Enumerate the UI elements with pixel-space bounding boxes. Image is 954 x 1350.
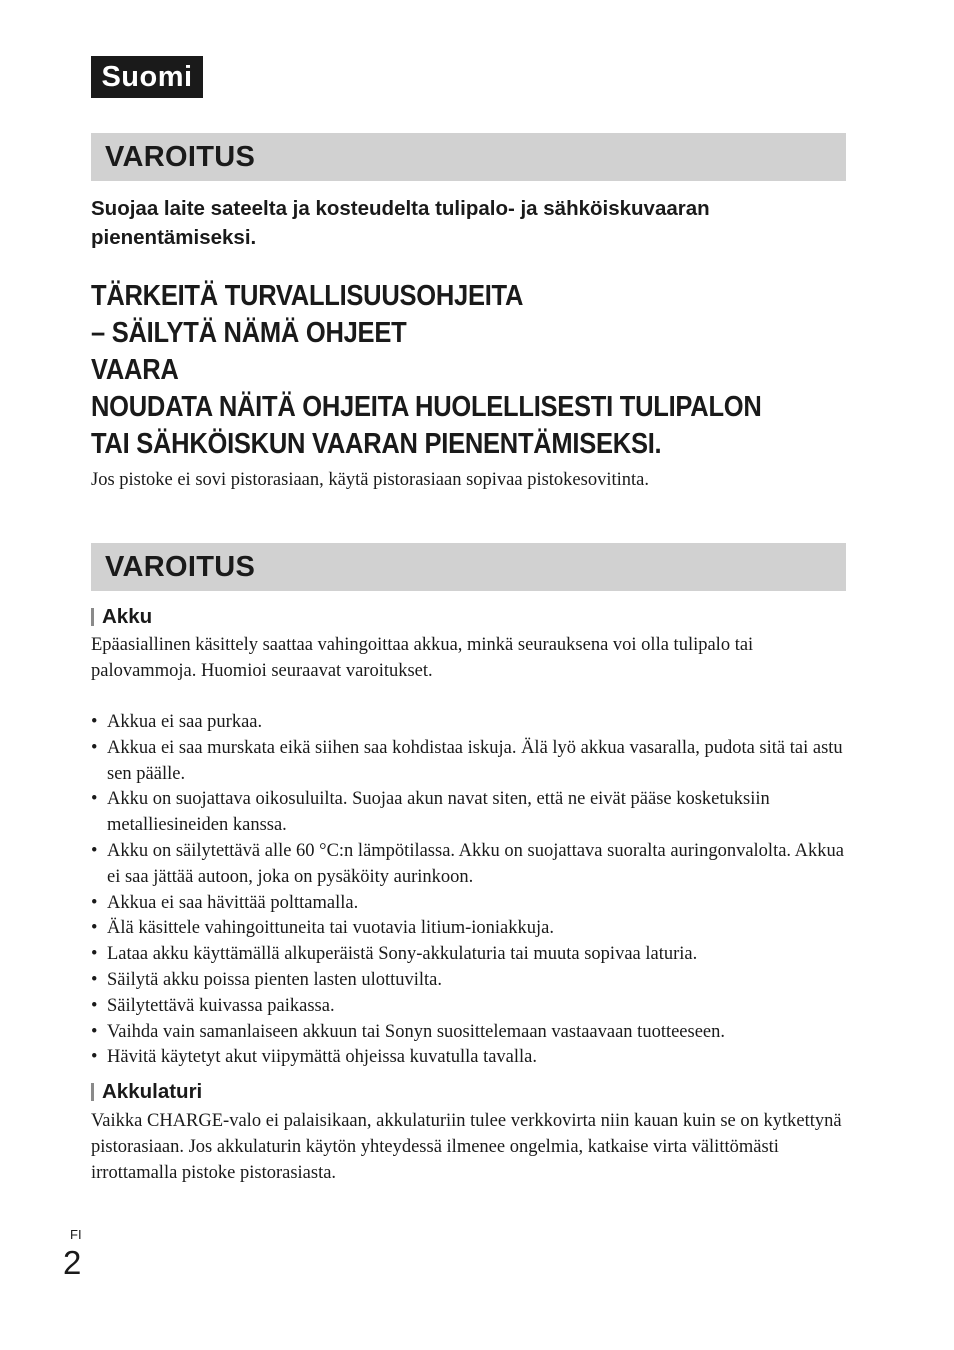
page-language-code: FI (70, 1227, 82, 1242)
charger-text: Vaikka CHARGE-valo ei palaisikaan, akkulaturiin tulee verkkovirta niin kauan kuin se on kytkettynä pistorasiaan. Jos akkulaturin käytön yhteydessä ilmenee ongelmia, katkaise virta välittömästi irrottamalla pistoke pistorasiasta. (91, 1111, 842, 1183)
subheading-bar-marker (91, 608, 94, 626)
language-tab: Suomi (91, 56, 203, 98)
list-item: • Vaihda vain samanlaiseen akkuun tai Sonyn suosittelemaan vastaavaan tuotteeseen. (91, 1020, 851, 1046)
warning-heading-band (91, 133, 846, 181)
list-item: • Akkua ei saa purkaa. (91, 710, 851, 736)
safety-line: – SÄILYTÄ NÄMÄ OHJEET (91, 317, 407, 349)
battery-intro: Epäasiallinen käsittely saattaa vahingoittaa akkua, minkä seurauksena voi olla tulipalo tai palovammoja. Huomioi seuraavat varoitukset. (91, 635, 754, 681)
safety-instructions-heading (91, 278, 851, 463)
warning-heading: VAROITUS (105, 551, 256, 583)
safety-line: TÄRKEITÄ TURVALLISUUSOHJEITA (91, 280, 524, 312)
charger-title: Akkulaturi (102, 1080, 203, 1103)
charger-subheading (91, 1079, 202, 1105)
plug-adapter-note: Jos pistoke ei sovi pistorasiaan, käytä pistorasiaan sopivaa pistokesovitinta. (91, 470, 649, 490)
list-item: • Hävitä käytetyt akut viipymättä ohjeissa kuvatulla tavalla. (91, 1045, 851, 1071)
page-number: 2 (63, 1244, 82, 1281)
battery-warning-list (91, 710, 851, 1071)
list-item: • Akkua ei saa hävittää polttamalla. (91, 891, 851, 917)
safety-line: VAARA (91, 354, 179, 386)
list-item: • Älä käsittele vahingoittuneita tai vuotavia litium-ioniakkuja. (91, 916, 851, 942)
battery-subheading (91, 604, 152, 630)
list-item: • Akkua ei saa murskata eikä siihen saa kohdistaa iskuja. Älä lyö akkua vasaralla, pudota sitä tai astu sen päälle. (91, 736, 851, 788)
list-item: • Säilytä akku poissa pienten lasten ulottuvilta. (91, 968, 851, 994)
warning-heading: VAROITUS (105, 141, 256, 173)
battery-title: Akku (102, 605, 153, 628)
list-item: • Akku on säilytettävä alle 60 °C:n lämpötilassa. Akku on suojattava suoralta auringonvalolta. Akkua ei saa jättää autoon, joka on pysäköity aurinkoon. (91, 839, 851, 891)
warning-heading-band (91, 543, 846, 591)
list-item: • Akku on suojattava oikosuluilta. Suojaa akun navat siten, että ne eivät pääse kosketuksiin metalliesineiden kanssa. (91, 787, 851, 839)
subheading-bar-marker (91, 1083, 94, 1101)
safety-line: NOUDATA NÄITÄ OHJEITA HUOLELLISESTI TULIPALON (91, 391, 762, 423)
list-item: • Lataa akku käyttämällä alkuperäistä Sony-akkulaturia tai muuta sopivaa laturia. (91, 942, 851, 968)
safety-line: TAI SÄHKÖISKUN VAARAN PIENENTÄMISEKSI. (91, 428, 662, 460)
list-item: • Säilytettävä kuivassa paikassa. (91, 994, 851, 1020)
moisture-warning: Suojaa laite sateelta ja kosteudelta tulipalo- ja sähköiskuvaaran pienentämiseksi. (91, 197, 710, 249)
